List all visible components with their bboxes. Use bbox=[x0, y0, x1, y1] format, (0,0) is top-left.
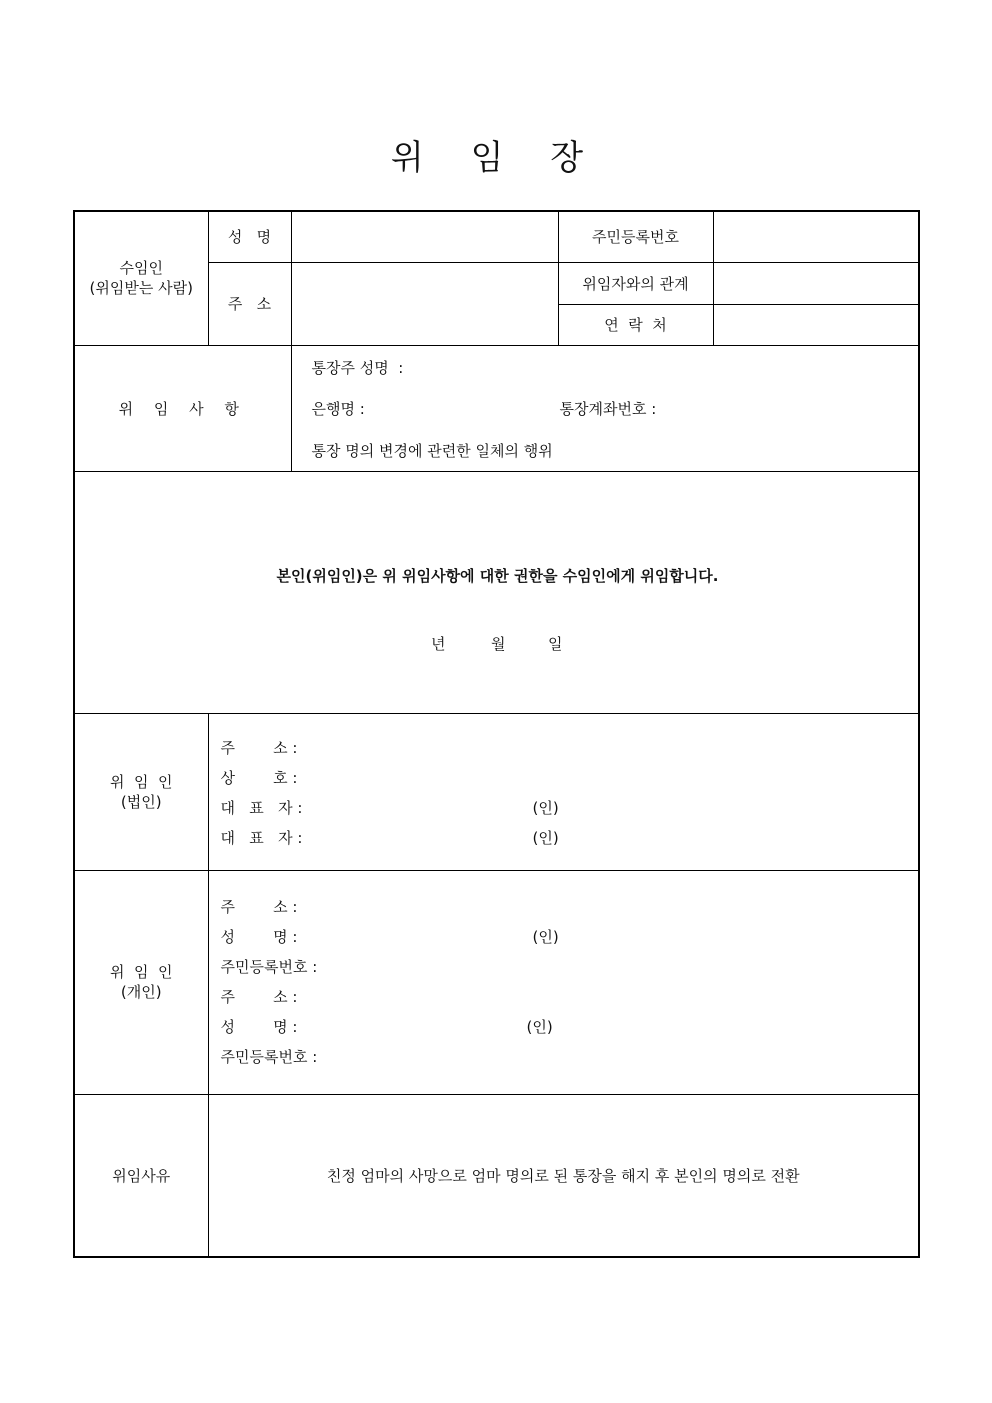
personal-seal2: (인) bbox=[526, 1017, 553, 1036]
date-day: 일 bbox=[548, 634, 563, 653]
delegatee-relation-field[interactable] bbox=[713, 262, 919, 304]
corp-seal1: (인) bbox=[532, 798, 559, 817]
date-month: 월 bbox=[491, 634, 506, 653]
document-title: 위 임 장 bbox=[390, 138, 602, 178]
contact-label: 연 락 처 bbox=[558, 304, 713, 345]
delegator-personal-label bbox=[74, 870, 208, 1094]
power-of-attorney-form bbox=[73, 210, 920, 1258]
delegator-personal-content bbox=[208, 870, 919, 1094]
matters-content bbox=[291, 345, 919, 471]
delegatee-rrn-field[interactable] bbox=[713, 211, 919, 262]
reason-text: 친정 엄마의 사망으로 엄마 명의로 된 통장을 해지 후 본인의 명의로 전환 bbox=[208, 1094, 919, 1257]
account-holder-line: 통장주 성명 : bbox=[311, 358, 404, 377]
corp-sublabel: (법인) bbox=[120, 792, 162, 811]
delegatee-contact-field[interactable] bbox=[713, 304, 919, 345]
corp-seal2: (인) bbox=[532, 828, 559, 847]
date-year: 년 bbox=[431, 634, 446, 653]
delegatee-label: 수임인 bbox=[119, 259, 163, 278]
delegatee-address-field[interactable] bbox=[291, 262, 558, 345]
personal-sublabel: (개인) bbox=[120, 983, 162, 1001]
name-label: 성 명 bbox=[208, 211, 291, 262]
delegator-label: 위 임 인 bbox=[109, 963, 173, 981]
delegator-label: 위 임 인 bbox=[109, 772, 173, 791]
delegatee-sublabel: (위임받는 사람) bbox=[89, 279, 193, 298]
delegatee-name-field[interactable] bbox=[291, 211, 558, 262]
corp-company-line: 상 호 : bbox=[220, 768, 298, 787]
delegator-corp-content bbox=[208, 713, 919, 870]
delegatee-section-label bbox=[74, 211, 208, 345]
account-number-line: 통장계좌번호 : bbox=[559, 399, 657, 418]
personal-address2-line: 주 소 : bbox=[220, 987, 298, 1006]
personal-name1-line: 성 명 : bbox=[220, 927, 298, 946]
delegator-corp-label bbox=[74, 713, 208, 870]
personal-name2-line: 성 명 : bbox=[220, 1017, 298, 1036]
matters-label: 위 임 사 항 bbox=[74, 345, 291, 471]
personal-address1-line: 주 소 : bbox=[220, 897, 298, 916]
reason-label: 위임사유 bbox=[74, 1094, 208, 1257]
corp-address-line: 주 소 : bbox=[220, 738, 298, 757]
delegation-statement: 본인(위임인)은 위 위임사항에 대한 권한을 수임인에게 위임합니다. bbox=[276, 566, 719, 585]
matters-description: 통장 명의 변경에 관련한 일체의 행위 bbox=[311, 441, 553, 460]
address-label: 주 소 bbox=[208, 262, 291, 345]
personal-seal1: (인) bbox=[532, 927, 559, 946]
personal-rrn1-line: 주민등록번호 : bbox=[220, 957, 318, 976]
relation-label: 위임자와의 관계 bbox=[558, 262, 713, 304]
personal-rrn2-line: 주민등록번호 : bbox=[220, 1047, 318, 1066]
statement-box bbox=[74, 471, 919, 713]
corp-rep1-line: 대 표 자 : bbox=[220, 798, 303, 817]
rrn-label: 주민등록번호 bbox=[558, 211, 713, 262]
corp-rep2-line: 대 표 자 : bbox=[220, 828, 303, 847]
bank-name-line: 은행명 : bbox=[311, 399, 365, 418]
